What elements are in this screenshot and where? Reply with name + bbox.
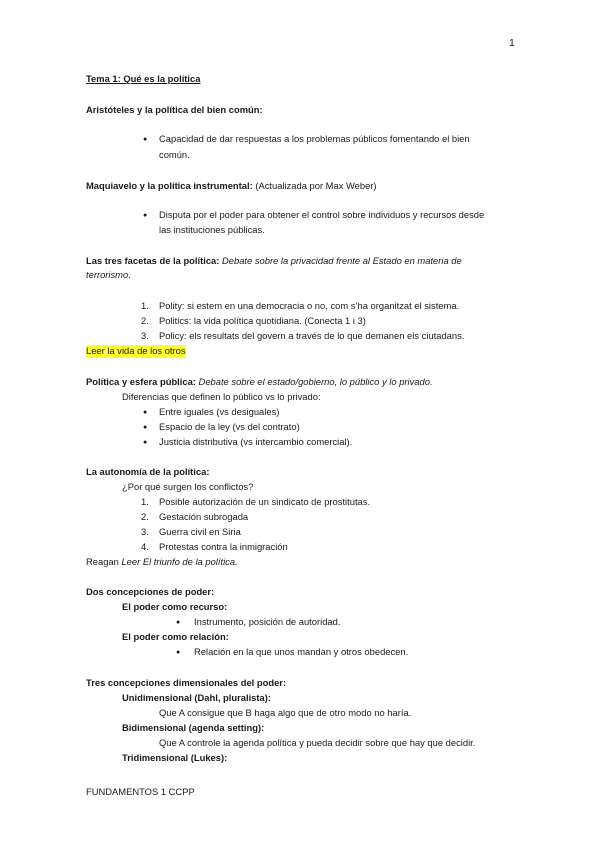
esfera-bullet: Entre iguales (vs desiguales) (159, 406, 280, 417)
list-number: 1. (141, 496, 149, 507)
heading-aristoteles: Aristóteles y la política del bien común: (86, 104, 263, 115)
list-item-policy: Policy: els resultats del govern a través de lo que demanen els ciutadans. (159, 330, 465, 341)
dim-tri: Tridimensional (Lukes): (122, 752, 228, 763)
conflict-item: Gestación subrogada (159, 511, 249, 522)
s2-bullet-line1: Disputa por el poder para obtener el control sobre individuos y recursos desde (159, 209, 485, 220)
list-item-polity: Polity: si estem en una democracia o no, com s’ha organitzat el sistema. (159, 300, 460, 311)
bullet-icon: ● (143, 136, 148, 143)
conflict-item: Guerra civil en Siria (159, 526, 241, 537)
dim-bi-text: Que A controle la agenda política y pueda decidir sobre que hay que decidir. (159, 737, 476, 748)
bullet-icon: ● (143, 439, 148, 446)
esfera-italic: Debate sobre el estado/gobierno, lo público y lo privado. (195, 376, 433, 387)
poder-recurso: El poder como recurso: (122, 601, 228, 612)
esfera-sub: Diferencias que definen lo público vs lo privado: (122, 391, 321, 402)
heading-facetas-line (86, 255, 462, 268)
bullet-icon: ● (143, 212, 148, 219)
heading-esfera-line (86, 376, 433, 389)
document-title: Tema 1: Qué es la política (86, 73, 201, 84)
heading-maquiavelo: Maquiavelo y la política instrumental: (86, 180, 253, 191)
heading-facetas: Las tres facetas de la política: (86, 255, 220, 266)
list-item-politics: Politics: la vida política quotidiana. (Conecta 1 i 3) (159, 315, 366, 326)
heading-maquiavelo-line (86, 180, 377, 193)
dim-uni-text: Que A consigue que B haga algo que de otro modo no haría. (159, 707, 412, 718)
bullet-icon: ● (176, 619, 181, 626)
facetas-italic-line1: Debate sobre la privacidad frente al Estado en materia de (219, 255, 462, 266)
heading-dimensiones: Tres concepciones dimensionales del poder: (86, 677, 287, 688)
bullet-icon: ● (176, 649, 181, 656)
highlighted-note: Leer la vida de los otros (86, 345, 186, 356)
list-number: 3. (141, 526, 149, 537)
reagan-italic: Leer El triunfo de la política. (121, 556, 238, 567)
bullet-icon: ● (143, 409, 148, 416)
facetas-dot: . (128, 269, 131, 280)
list-number: 4. (141, 541, 149, 552)
bullet-icon: ● (143, 424, 148, 431)
s2-bullet-line2: las instituciones públicas. (159, 224, 265, 235)
list-number: 2. (141, 511, 149, 522)
reagan-text: Reagan (86, 556, 122, 567)
heading-esfera: Política y esfera pública: (86, 376, 196, 387)
conflict-item: Protestas contra la inmigración (159, 541, 288, 552)
list-number: 2. (141, 315, 149, 326)
reagan-line (86, 556, 238, 569)
poder-relacion: El poder como relación: (122, 631, 229, 642)
dim-bi: Bidimensional (agenda setting): (122, 722, 265, 733)
s1-bullet-line2: común. (159, 149, 190, 160)
poder-relacion-bullet: Relación en la que unos mandan y otros obedecen. (194, 646, 409, 657)
facetas-line2 (86, 269, 131, 282)
autonomia-sub: ¿Por qué surgen los conflictos? (122, 481, 254, 492)
list-number: 3. (141, 330, 149, 341)
heading-autonomia: La autonomía de la política: (86, 466, 210, 477)
poder-recurso-bullet: Instrumento, posición de autoridad. (194, 616, 341, 627)
esfera-bullet: Espacio de la ley (vs del contrato) (159, 421, 300, 432)
dim-uni: Unidimensional (Dahl, pluralista): (122, 692, 271, 703)
s1-bullet-line1: Capacidad de dar respuestas a los problemas públicos fomentando el bien (159, 133, 470, 144)
list-number: 1. (141, 300, 149, 311)
page-number: 1 (509, 37, 515, 49)
facetas-italic-line2: terrorismo (86, 269, 129, 280)
esfera-bullet: Justicia distributiva (vs intercambio comercial). (159, 436, 353, 447)
heading-poder: Dos concepciones de poder: (86, 586, 215, 597)
footer: FUNDAMENTOS 1 CCPP (86, 786, 195, 797)
maquiavelo-note: (Actualizada por Max Weber) (252, 180, 377, 191)
conflict-item: Posible autorización de un sindicato de prostitutas. (159, 496, 371, 507)
